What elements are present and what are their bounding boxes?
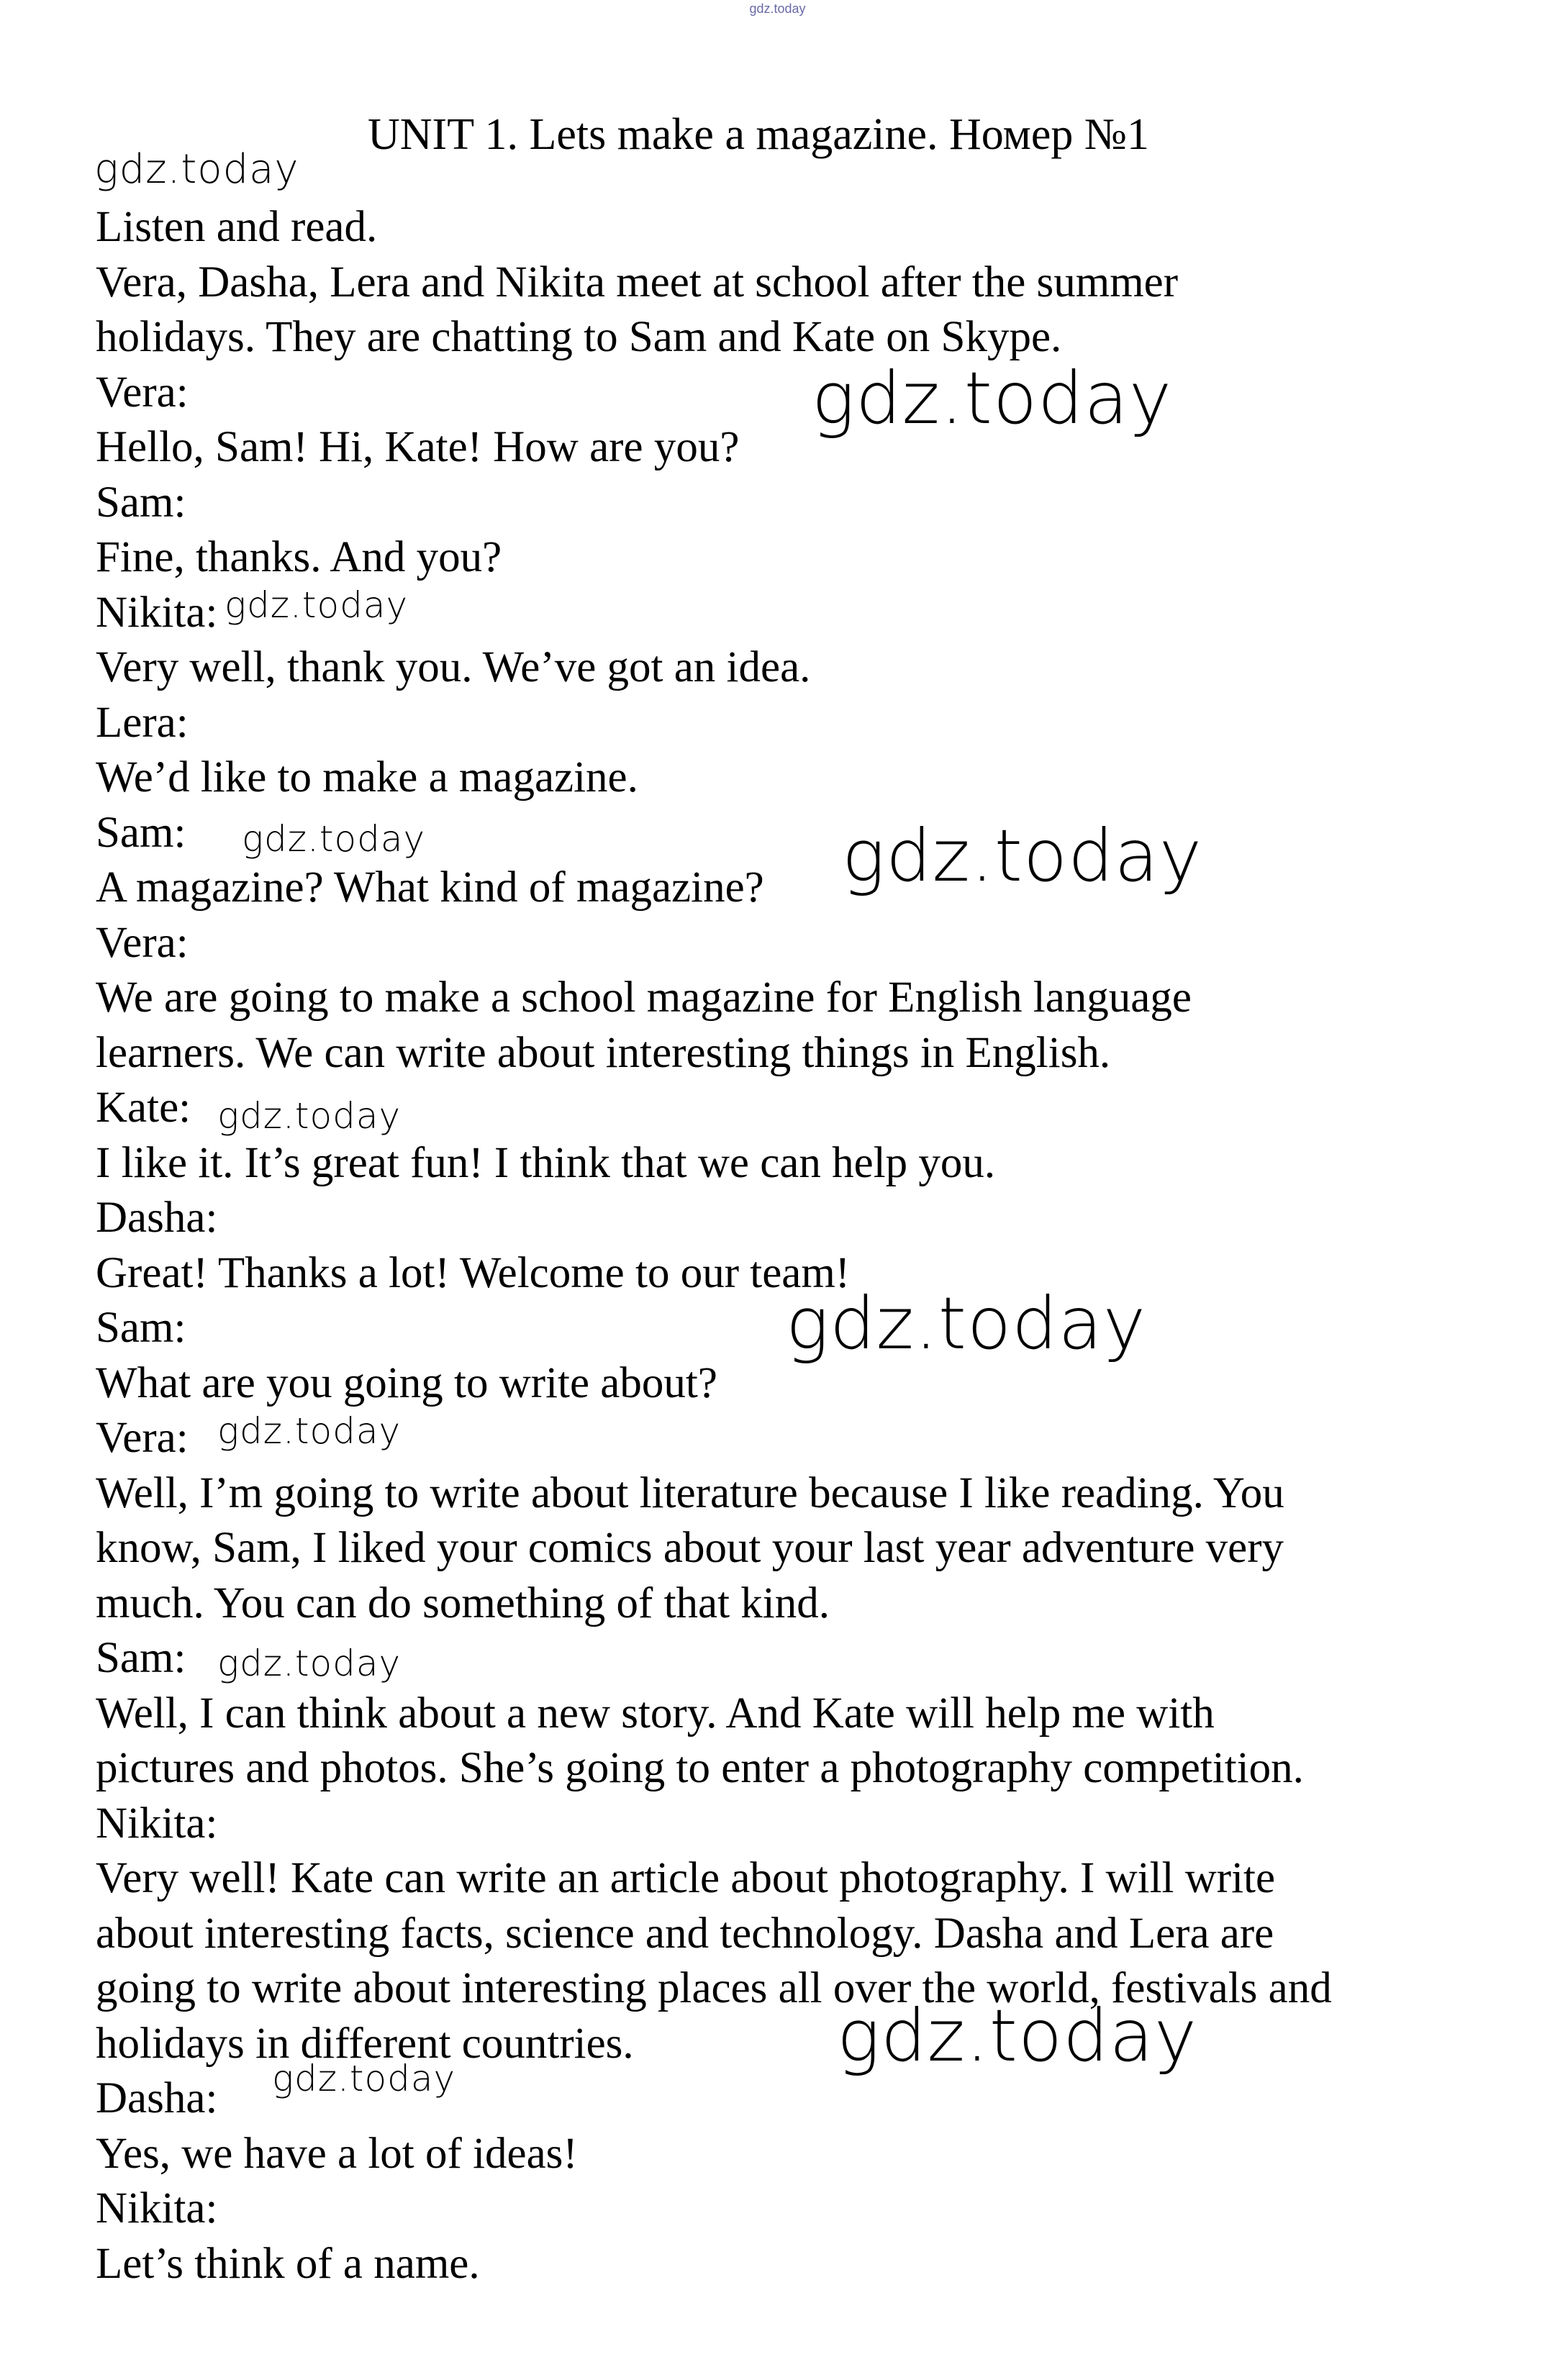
dialogue-line: Very well! Kate can write an article about photography. I will write — [96, 1854, 1276, 1902]
watermark: gdz.today — [842, 814, 1203, 898]
speaker-label: Dasha: — [96, 2074, 218, 2122]
dialogue-line: going to write about interesting places all over the world, festivals and — [96, 1964, 1332, 2012]
watermark: gdz.today — [217, 1410, 402, 1452]
speaker-label: Sam: — [96, 808, 186, 857]
watermark: gdz.today — [837, 1994, 1198, 2078]
watermark: gdz.today — [217, 1643, 402, 1684]
watermark: gdz.today — [812, 356, 1173, 440]
dialogue-line: Well, I can think about a new story. And Kate will help me with — [96, 1689, 1215, 1738]
watermark-spacer — [96, 164, 1506, 200]
dialogue-line: much. You can do something of that kind. — [96, 1579, 830, 1627]
speaker-label: Sam: — [96, 1634, 186, 1682]
speaker-label: Vera: — [96, 368, 189, 417]
dialogue-line: know, Sam, I liked your comics about your last year adventure very — [96, 1524, 1284, 1572]
dialogue-line: We’d like to make a magazine. — [96, 753, 638, 801]
speaker-label: Nikita: — [96, 1799, 218, 1848]
dialogue-line: Very well, thank you. We’ve got an idea. — [96, 643, 811, 691]
watermark: gdz.today — [217, 1095, 402, 1137]
speaker-label: Vera: — [96, 918, 189, 967]
text-line: Vera, Dasha, Lera and Nikita meet at school after the summer — [96, 258, 1179, 306]
speaker-label: Kate: — [96, 1084, 191, 1132]
speaker-label: Lera: — [96, 698, 189, 747]
text-line: Listen and read. — [96, 203, 378, 251]
speaker-label: Vera: — [96, 1414, 189, 1462]
dialogue-line: Yes, we have a lot of ideas! — [96, 2129, 578, 2178]
speaker-label: Sam: — [96, 478, 186, 527]
dialogue-line: learners. We can write about interesting things in English. — [96, 1028, 1111, 1077]
speaker-label: Nikita: — [96, 2184, 218, 2233]
watermark: gdz.today — [225, 584, 409, 626]
speaker-label: Nikita: — [96, 588, 218, 637]
dialogue-line: We are going to make a school magazine for English language — [96, 973, 1192, 1022]
dialogue-line: What are you going to write about? — [96, 1358, 717, 1407]
dialogue-line: Let’s think of a name. — [96, 2239, 480, 2288]
watermark: gdz.today — [94, 146, 299, 193]
dialogue-line: pictures and photos. She’s going to enter a photography competition. — [96, 1744, 1304, 1792]
header-credit: gdz.today — [749, 1, 806, 16]
speaker-label: Sam: — [96, 1304, 186, 1352]
document-page — [96, 105, 1506, 2292]
dialogue-line: Great! Thanks a lot! Welcome to our team! — [96, 1248, 851, 1297]
dialogue-line: I like it. It’s great fun! I think that we can help you. — [96, 1138, 996, 1187]
dialogue-line: holidays in different countries. — [96, 2019, 634, 2068]
dialogue-line: Fine, thanks. And you? — [96, 533, 502, 581]
dialogue-line: A magazine? What kind of magazine? — [96, 863, 764, 912]
watermark: gdz.today — [272, 2058, 456, 2099]
watermark: gdz.today — [786, 1281, 1147, 1366]
text-line: holidays. They are chatting to Sam and Kate on Skype. — [96, 313, 1062, 361]
dialogue-line: Hello, Sam! Hi, Kate! How are you? — [96, 423, 740, 471]
page-title: UNIT 1. Lets make a magazine. Номер №1 — [368, 110, 1149, 159]
speaker-label: Dasha: — [96, 1194, 218, 1242]
dialogue-line: Well, I’m going to write about literature because I like reading. You — [96, 1468, 1284, 1517]
watermark: gdz.today — [242, 818, 426, 860]
dialogue-line: about interesting facts, science and technology. Dasha and Lera are — [96, 1909, 1274, 1958]
